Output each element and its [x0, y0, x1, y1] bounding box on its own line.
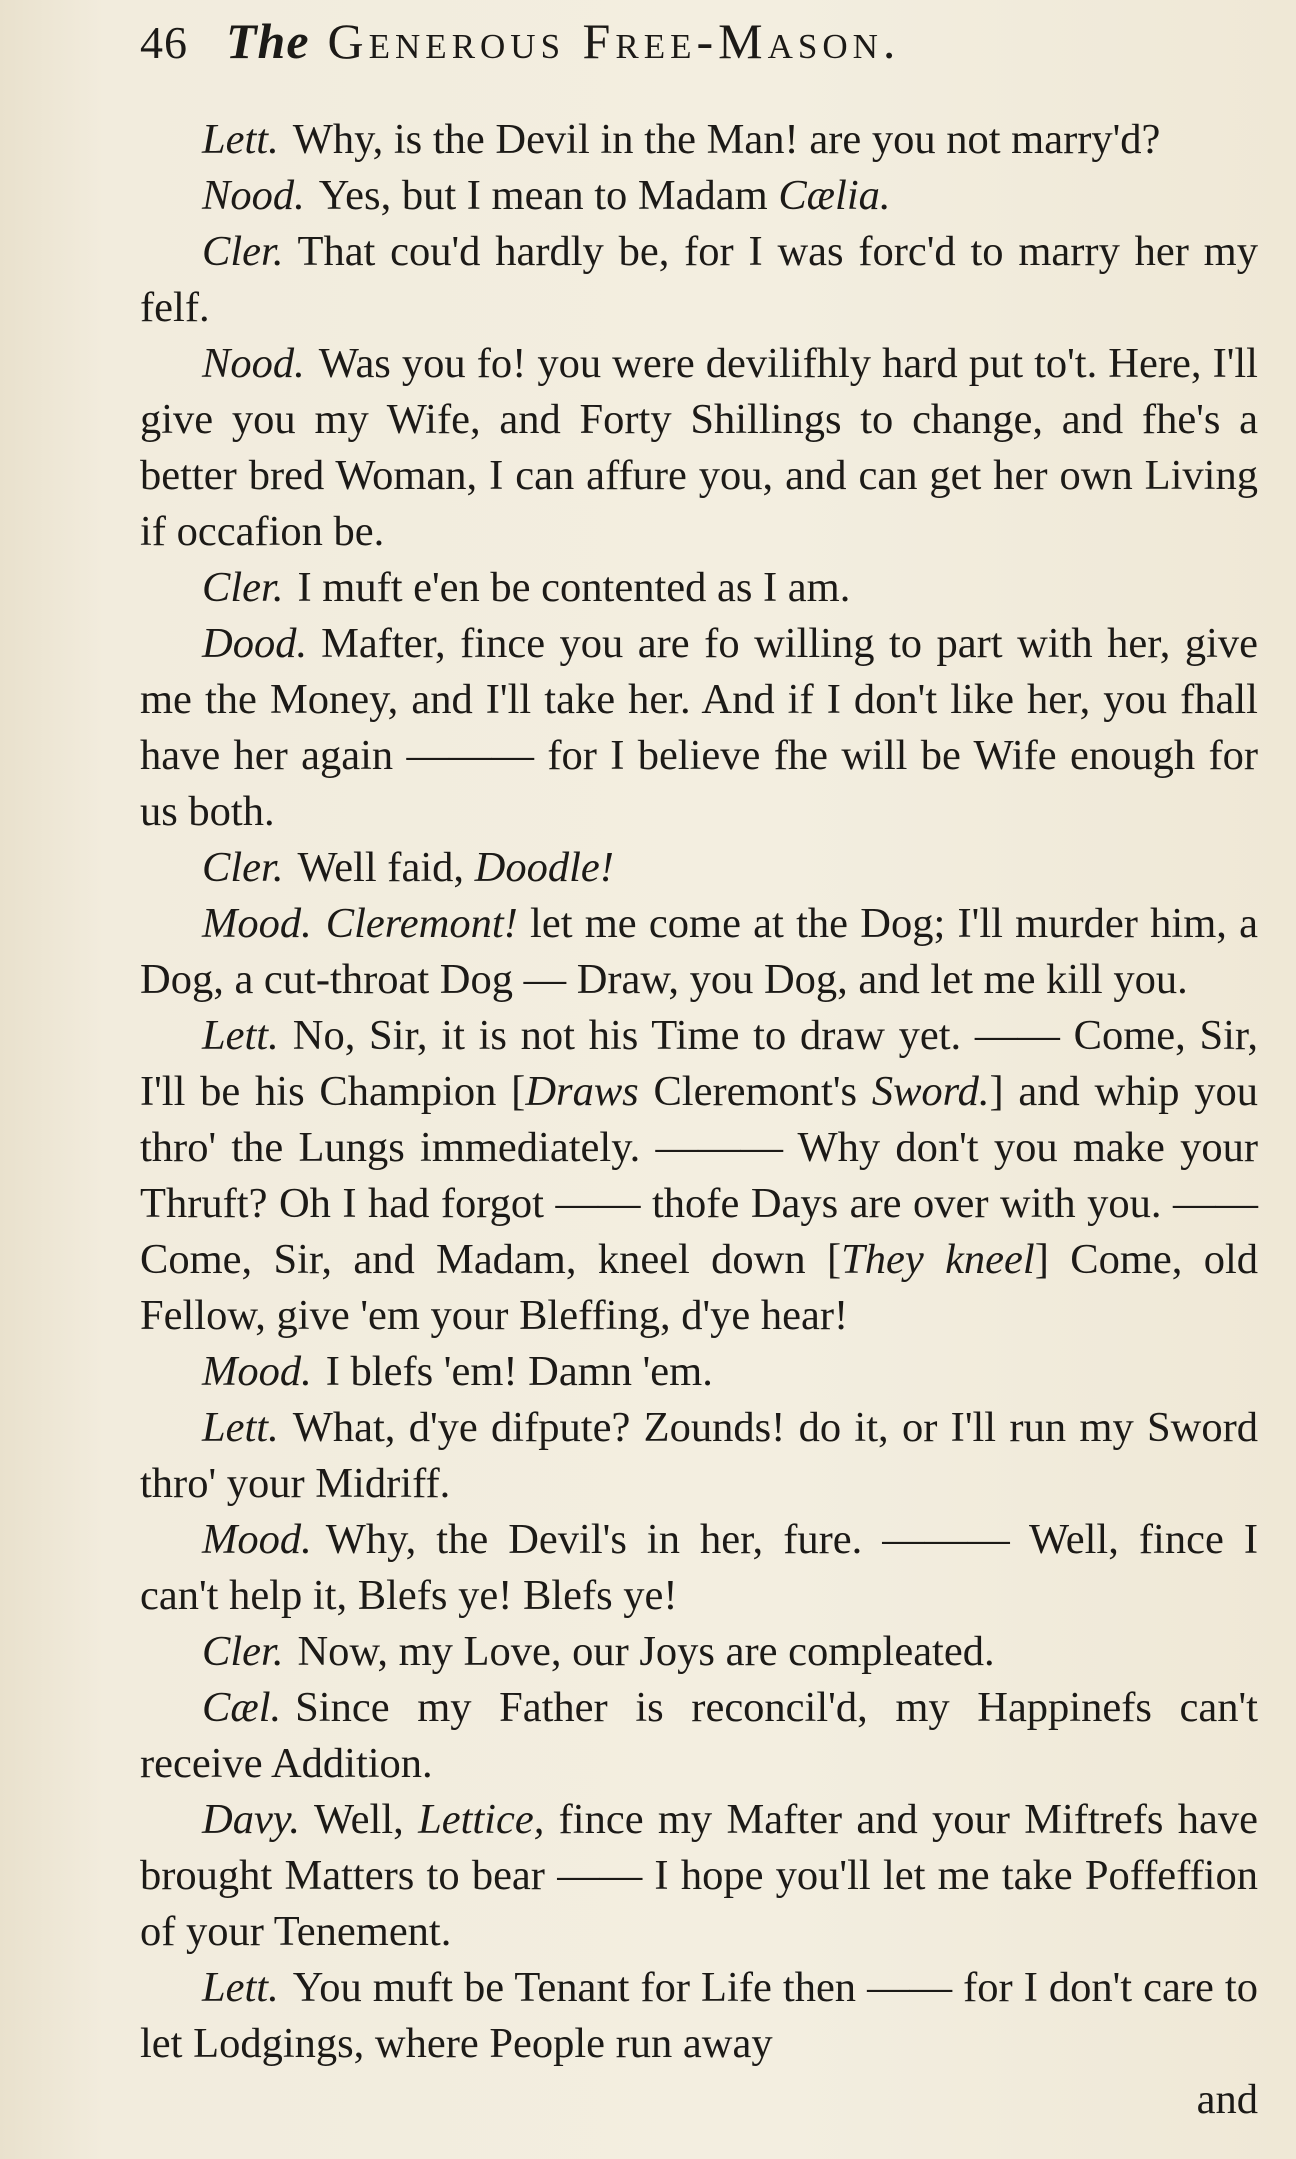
speech-text: Mafter, fince you are fo willing to part with her, give me the Money, and I'll take her. And if I don't like her, you fhall have her again ——— for I believe fhe will be Wife enough for us both. [140, 620, 1258, 835]
catchword: and [1196, 2076, 1258, 2123]
speaker-name: Lett. [202, 116, 279, 163]
speech-text: Now, my Love, our Joys are compleated. [297, 1628, 995, 1675]
speech [140, 1400, 1258, 1512]
speech [140, 1680, 1258, 1792]
running-title-main: Generous Free-Mason. [327, 13, 901, 69]
running-title [226, 12, 900, 70]
speaker-name: Cler. [202, 1628, 284, 1675]
speaker-name: Cler. [202, 564, 284, 611]
speaker-name: Lett. [202, 1404, 279, 1451]
speech [140, 1512, 1258, 1624]
speech [140, 1960, 1258, 2072]
speaker-name: Cler. [202, 844, 284, 891]
speech [140, 224, 1258, 336]
stage-direction-name: Cleremont's [638, 1068, 872, 1115]
running-title-article: The [226, 13, 310, 69]
speech [140, 1792, 1258, 1960]
speech-text: Yes, but I mean to Madam [318, 172, 779, 219]
speaker-name: Lett. [202, 1012, 279, 1059]
character-name: Cleremont! [325, 900, 518, 947]
speech [140, 168, 1258, 224]
speech [140, 616, 1258, 840]
speech-text: No, Sir, it is not his Time to draw yet. —— Come, Sir, I'll be his Champion [ [140, 1012, 1258, 1115]
speaker-name: Cæl. [202, 1684, 282, 1731]
play-text [140, 112, 1258, 2128]
speech-text: ] Come, old Fellow, give 'em your Bleffing, d'ye hear! [140, 1236, 1259, 1339]
speaker-name: Nood. [202, 172, 305, 219]
speaker-name: Cler. [202, 228, 284, 275]
speech [140, 336, 1258, 560]
speaker-name: Lett. [202, 1964, 279, 2011]
stage-direction: Draws [525, 1068, 639, 1115]
speech-text: What, d'ye difpute? Zounds! do it, or I'll run my Sword thro' your Midriff. [140, 1404, 1258, 1507]
speech [140, 896, 1258, 1008]
speech-text: That cou'd hardly be, for I was forc'd to marry her my felf. [140, 228, 1258, 331]
speech [140, 840, 1258, 896]
speech-text: I muft e'en be contented as I am. [297, 564, 851, 611]
character-name: Lettice, [418, 1796, 545, 1843]
speech [140, 560, 1258, 616]
speaker-name: Nood. [202, 340, 305, 387]
speech [140, 1624, 1258, 1680]
speech-text: ] and whip you thro' the Lungs immediately. ——— Why don't you make your Thruft? Oh I had forgot —— thofe Days are over with you. —— Come, Sir, and Madam, kneel down [ [140, 1068, 1258, 1283]
speech-text: Was you fo! you were devilifhly hard put to't. Here, I'll give you my Wife, and Forty Shillings to change, and fhe's a better bred Woman, I can affure you, and can get her own Living if occafion be. [140, 340, 1258, 555]
speech [140, 1344, 1258, 1400]
speech-text: let me come at the Dog; I'll murder him, a Dog, a cut-throat Dog — Draw, you Dog, and let me kill you. [140, 900, 1258, 1003]
character-name: Cælia. [778, 172, 891, 219]
stage-direction: Sword. [871, 1068, 990, 1115]
speech-text: I blefs 'em! Damn 'em. [325, 1348, 713, 1395]
speaker-name: Mood. [202, 1516, 312, 1563]
speech-text: You muft be Tenant for Life then —— for I don't care to let Lodgings, where People run away [140, 1964, 1258, 2067]
speech-text: fince my Mafter and your Miftrefs have brought Matters to bear —— I hope you'll let me take Poffeffion of your Tenement. [140, 1796, 1258, 1955]
speaker-name: Dood. [202, 620, 308, 667]
speaker-name: Davy. [202, 1796, 300, 1843]
speech [140, 112, 1258, 168]
running-head [140, 12, 1258, 94]
speaker-name: Mood. [202, 1348, 312, 1395]
speech-text: Well, [313, 1796, 419, 1843]
speech-text: Well faid, [297, 844, 475, 891]
page-number: 46 [140, 17, 188, 68]
speech-text: Since my Father is reconcil'd, my Happinefs can't receive Addition. [140, 1684, 1258, 1787]
speech-text: Why, is the Devil in the Man! are you not marry'd? [292, 116, 1161, 163]
character-name: Doodle! [474, 844, 614, 891]
speaker-name: Mood. [202, 900, 312, 947]
speech-text: Why, the Devil's in her, fure. ——— Well, fince I can't help it, Blefs ye! Blefs ye! [140, 1516, 1258, 1619]
stage-direction: They kneel [841, 1236, 1035, 1283]
speech [140, 1008, 1258, 1344]
